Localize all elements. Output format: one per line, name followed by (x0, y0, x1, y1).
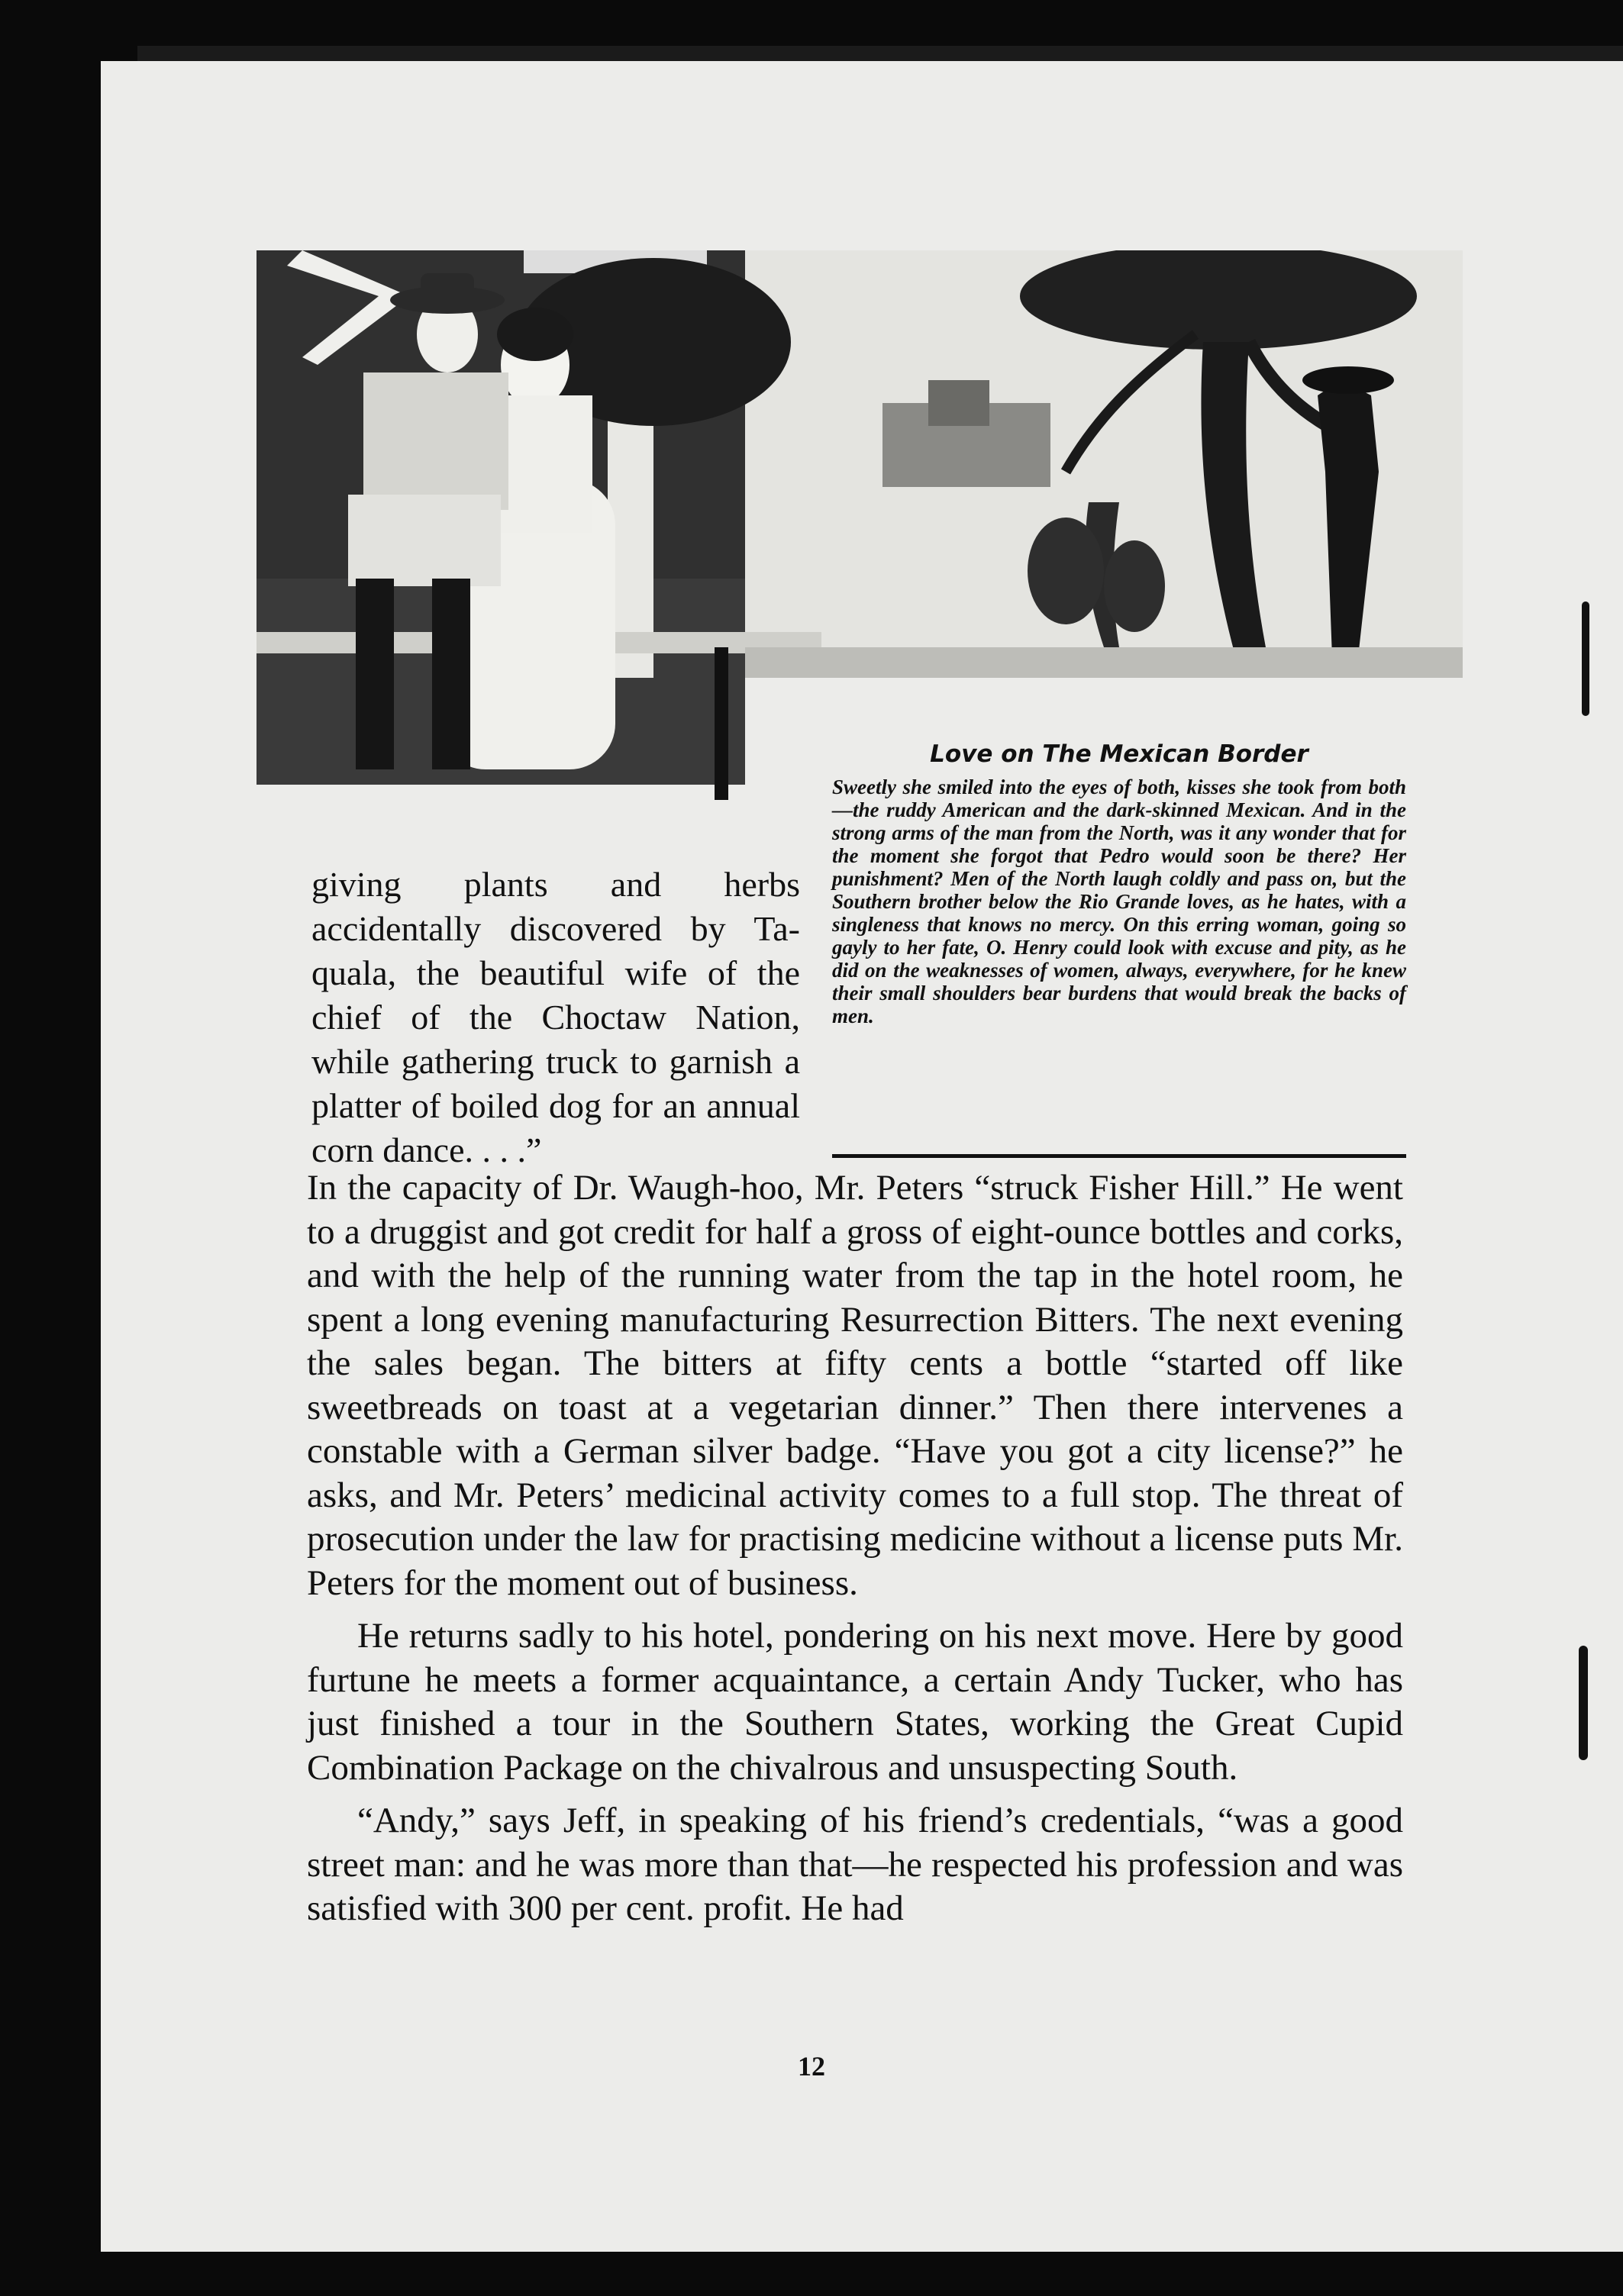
scan-mark-bottom (1579, 1646, 1588, 1760)
illustration-caption (832, 740, 1406, 1027)
caption-divider (832, 1154, 1406, 1158)
main-body-text (307, 1166, 1403, 1940)
paragraph-2: He returns sadly to his hotel, pondering on his next move. Here by good furtune he meets a former acquaintance, a certain Andy Tucker, who has just finished a tour in the Southern States, working the Great Cupid Combination Package on the chivalrous and unsuspecting South. (307, 1616, 1403, 1788)
paragraph-1: In the capacity of Dr. Waugh-hoo, Mr. Peters “struck Fisher Hill.” He went to a druggist and got credit for half a gross of eight-ounce bottles and corks, and with the help of the running water from the tap in the hotel room, he spent a long evening manufacturing Resurrection Bitters. The next evening the sales began. The bitters at fifty cents a bottle “started off like sweetbreads on toast at a vegetarian dinner.” Then there intervenes a constable with a German silver badge. “Have you got a city license?” he asks, and Mr. Peters’ medicinal activity comes to a full stop. The threat of prosecution under the law for practising medicine without a license puts Mr. Peters for the moment out of business. (307, 1168, 1403, 1603)
caption-body: Sweetly she smiled into the eyes of both, kisses she took from both—the ruddy American and the dark-skinned Mexican. And in the strong arms of the man from the North, was it any wonder that for the moment she forgot that Pedro would soon be there? Her punishment? Men of the North laugh coldly and pass on, but the Southern brother below the Rio Grande loves, as he hates, with a singleness that knows no mercy. On this erring woman, going so gayly to her fate, O. Henry could look with excuse and pity, as he did on the weaknesses of women, always, everywhere, for he knew their small shoulders bear burdens that would break the backs of men. (832, 776, 1406, 1027)
paragraph-3: “Andy,” says Jeff, in speaking of his friend’s credentials, “was a good street man: and he was more than that—he respected his profession and was satisfied with 300 per cent. profit. He had (307, 1801, 1403, 1928)
page-number: 12 (798, 2051, 825, 2082)
caption-title: Love on The Mexican Border (930, 740, 1308, 768)
left-column-text: giving plants and herbs accidentally discovered by Ta-quala, the beautiful wife of the chief of the Choctaw Nation, while gathering truck to garnish a platter of boiled dog for an annual corn dance. . . .” (311, 865, 800, 1169)
scan-mark-top (1582, 601, 1589, 716)
illustration-mexican-border (257, 250, 1463, 815)
